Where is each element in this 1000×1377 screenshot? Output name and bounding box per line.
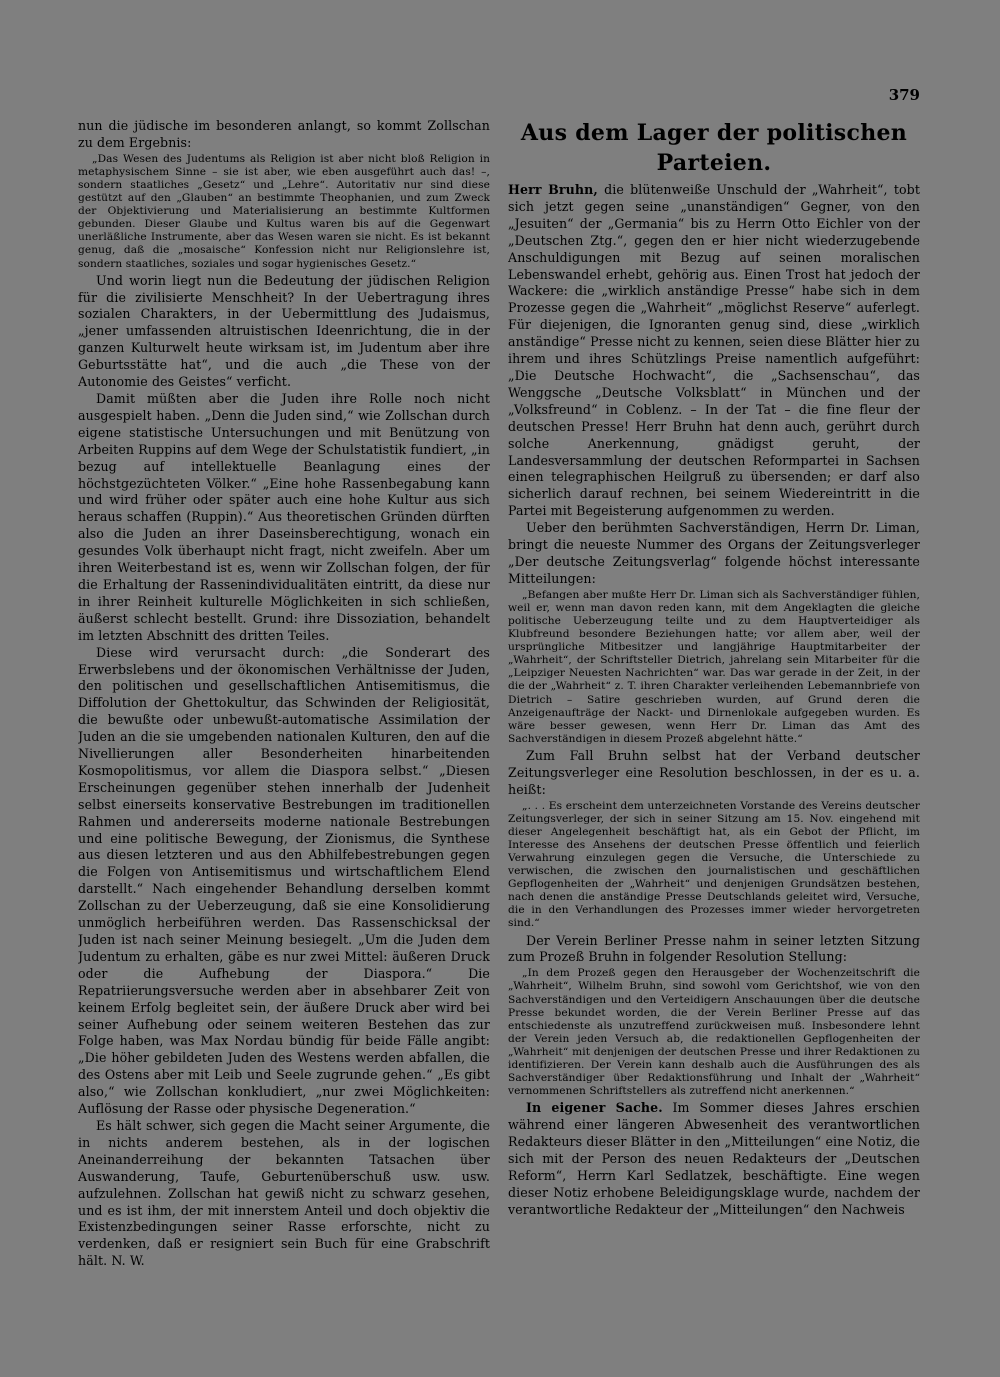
paragraph bbox=[78, 118, 490, 152]
paragraph-text: die blütenweiße Unschuld der „Wahrheit“, tobt sich jetzt gegen seine „unanständigen“ Gegner, von den „Jesuiten“ der „Germania“ bis zu Herrn Otto Eichler von der „Deutschen Ztg.“, gegen den er hier nicht wiederzugebende Anschuldigungen mit Bezug auf seinen moralischen Lebenswandel erhebt, gehörig aus. Einen Trost hat jedoch der Wackere: die „wirklich anständige Presse“ habe sich in dem Prozesse gegen die „Wahrheit“ „möglichst Reserve“ auferlegt. Für diejenigen, die Ignoranten genug sind, diese „wirklich anständige“ Presse nicht zu kennen, seien diese Blätter hier zu ihrem und ihres Schützlings Preise namentlich aufgeführt: „Die Deutsche Hochwacht“, die „Sachsenschau“, das Wenggsche „Deutsche Volksblatt“ in München und der „Volksfreund“ in Coblenz. – In der Tat – die fine fleur der deutschen Presse! Herr Bruhn hat denn auch, gerührt durch solche Anerkennung, gnädigst geruht, der Landesversammlung der deutschen Reformpartei in Sachsen einen telegraphischen Heilgruß zu übersenden; er darf also sicherlich darauf rechnen, bei seinem Wiedereintritt in die Partei mit Begeisterung aufgenommen zu werden. bbox=[508, 182, 920, 519]
paragraph bbox=[78, 645, 490, 1118]
paragraph bbox=[508, 933, 920, 967]
block-quote bbox=[78, 153, 490, 271]
paragraph bbox=[508, 748, 920, 799]
block-quote bbox=[508, 800, 920, 931]
paragraph-text: Diese wird verursacht durch: „die Sonderart des Erwerbslebens und der ökonomischen Verhältnisse der Juden, den politischen und gesellschaftlichen Antisemitismus, die Diffolution der Ghettokultur, das Schwinden der Religiosität, die bewußte oder unbewußt-automatische Assimilation der Juden an die sie umgebenden nationalen Kulturen, den auf die Nivellierungen aller Besonderheiten hinarbeitenden Kosmopolitismus, vor allem die Diaspora selbst.“ „Diesen Erscheinungen gegenüber stehen innerhalb der Judenheit selbst einerseits konservative Bestrebungen im traditionellen Rahmen und andererseits moderne nationale Bestrebungen und eine politische Bewegung, der Zionismus, die Synthese aus diesen letzteren und aus den Abhilfebestrebungen gegen die Folgen von Antisemitismus und wirtschaftlichem Elend darstellt.“ Nach eingehender Behandlung derselben kommt Zollschan zu der Ueberzeugung, daß sie eine Konsolidierung unmöglich herbeiführen werden. Das Rassenschicksal der Juden ist nach seiner Meinung besiegelt. „Um die Juden dem Judentum zu erhalten, gäbe es nur zwei Mittel: äußeren Druck oder die Aufhebung der Diaspora.“ Die Repatriierungsversuche werden aber in absehbarer Zeit von keinem Erfolg begleitet sein, der äußere Druck aber wird bei seiner Aufhebung oder seinem weiteren Bestehen das zur Folge haben, was Max Nordau bündig für beide Fälle angibt: „Die höher gebildeten Juden des Westens werden abfallen, die des Ostens aber mit Leib und Seele zugrunde gehen.“ „Es gibt also,“ wie Zollschan konkludiert, „nur zwei Möglichkeiten: Auflösung der Rasse oder physische Degeneration.“ bbox=[78, 644, 490, 1117]
paragraph-lead: Herr Bruhn, bbox=[508, 182, 598, 197]
paragraph bbox=[508, 520, 920, 588]
paragraph bbox=[78, 1118, 490, 1270]
paragraph bbox=[508, 182, 920, 520]
page-number: 379 bbox=[888, 86, 920, 104]
paragraph bbox=[78, 273, 490, 391]
paragraph bbox=[78, 391, 490, 645]
left-column bbox=[78, 118, 490, 1287]
paragraph-text: Und worin liegt nun die Bedeutung der jüdischen Religion für die zivilisierte Menschheit? In der Uebertragung ihres sozialen Charakters, in der Uebermittlung des Judaismus, „jener umfassenden altruistischen Ideenrichtung, die in der ganzen Kulturwelt heute wirksam ist, im Judentum aber ihre Geburtsstätte hat“, und die auch „die These von der Autonomie des Geistes“ verficht. bbox=[78, 272, 490, 390]
paragraph-text: Der Verein Berliner Presse nahm in seiner letzten Sitzung zum Prozeß Bruhn in folgender Resolution Stellung: bbox=[508, 932, 920, 965]
paragraph-text: „. . . Es erscheint dem unterzeichneten Vorstande des Vereins deutscher Zeitungsverleger, der sich in seiner Sitzung am 15. Nov. eingehend mit dieser Angelegenheit beschäftigt hat, als ein Gebot der Pflicht, im Interesse des Ansehens der deutschen Presse öffentlich und feierlich Verwahrung einzulegen gegen die Versuche, die Unterschiede zu verwischen, die zwischen den journalistischen und geschäftlichen Gepflogenheiten der „Wahrheit“ und denjenigen Grundsätzen bestehen, nach denen die anständige Presse Deutschlands geleitet wird, Versuche, die in den Verhandlungen des Prozesses immer wieder hervorgetreten sind.“ bbox=[508, 799, 920, 930]
section-title: Aus dem Lager der politischen Parteien. bbox=[520, 120, 908, 176]
paragraph-text: Im Sommer dieses Jahres erschien während einer längeren Abwesenheit des verantwortlichen Redakteurs dieser Blätter in den „Mitteilungen“ eine Notiz, die sich mit der Person des neuen Redakteurs der „Deutschen Reform“, Herrn Karl Sedlatzek, beschäftigte. Eine wegen dieser Notiz erhobene Beleidigungsklage wurde, nachdem der verantwortliche Redakteur der „Mitteilungen“ den Nachweis bbox=[508, 1100, 920, 1217]
block-quote bbox=[508, 967, 920, 1098]
paragraph-lead: In eigener Sache. bbox=[526, 1100, 663, 1116]
paragraph-text: Damit müßten aber die Juden ihre Rolle noch nicht ausgespielt haben. „Denn die Juden sind,“ wie Zollschan durch eigene statistische Untersuchungen und mit Benützung von Arbeiten Ruppins auf dem Wege der Schulstatistik fundiert, „in bezug auf intellektuelle Beanlagung eines der höchstgezüchteten Völker.“ „Eine hohe Rassenbegabung kann und wird früher oder später auch eine hohe Kultur aus sich heraus schaffen (Ruppin).“ Aus theoretischen Gründen dürften also die Juden an ihrer Daseinsberechtigung, wonach ein gesundes Volk überhaupt nicht fragt, nicht zweifeln. Aber um ihren Weiterbestand ist es, wenn wir Zollschan folgen, der für die Erhaltung der Rassenindividualitäten eintritt, da diese nur in ihrer Reinheit kulturelle Möglichkeiten in sich schließen, äußerst schlecht bestellt. Grund: ihre Dissoziation, behandelt im letzten Abschnitt des dritten Teiles. bbox=[78, 391, 490, 643]
paragraph-text: „Das Wesen des Judentums als Religion ist aber nicht bloß Religion in metaphysischem Sinne – sie ist aber, wie eben ausgeführt auch das! –, sondern staatliches „Gesetz“ und „Lehre“. Autoritativ nur sind diese gestützt auf den „Glauben“ an bestimmte Theophanien, und zum Zweck der Objektivierung und Materialisierung an bestimmte Kultformen gebunden. Dieser Glaube und Kultus waren bis auf die Gegenwart unerläßliche Instrumente, aber das Wesen waren sie nicht. Es ist bekannt genug, daß die „mosaische“ Konfession nicht nur Religionslehre ist, sondern staatliches, soziales und sogar hygienisches Gesetz.“ bbox=[78, 152, 490, 270]
paragraph-text: nun die jüdische im besonderen anlangt, so kommt Zollschan zu dem Ergebnis: bbox=[78, 118, 490, 150]
paragraph-text: Zum Fall Bruhn selbst hat der Verband deutscher Zeitungsverleger eine Resolution beschlossen, in der es u. a. heißt: bbox=[508, 747, 920, 797]
paragraph-text: Ueber den berühmten Sachverständigen, Herrn Dr. Liman, bringt die neueste Nummer des Organs der Zeitungsverleger „Der deutsche Zeitungsverlag“ folgende höchst interessante Mitteilungen: bbox=[508, 520, 920, 586]
paragraph-text: „In dem Prozeß gegen den Herausgeber der Wochenzeitschrift die „Wahrheit“, Wilhelm Bruhn, sind sowohl vom Gerichtshof, wie von den Sachverständigen und den Verteidigern Anschauungen über die deutsche Presse bekundet worden, die der Verein Berliner Presse auf das entschiedenste als unzutreffend zurückweisen muß. Insbesondere lehnt der Verein jeden Versuch ab, die redaktionellen Gepflogenheiten der „Wahrheit“ mit denjenigen der deutschen Presse und ihrer Redaktionen zu identifizieren. Der Verein kann deshalb auch die Ausführungen des als Sachverständiger über Redaktionsführung und Inhalt der „Wahrheit“ vernommenen Schriftstellers als zutreffend nicht anerkennen.“ bbox=[508, 967, 920, 1098]
paragraph bbox=[508, 1100, 920, 1218]
right-column bbox=[508, 118, 920, 1287]
paragraph-text: Es hält schwer, sich gegen die Macht seiner Argumente, die in nichts anderem bestehen, als in der logischen Aneinanderreihung der bekannten Tatsachen über Auswanderung, Taufe, Geburtenüberschuß usw. usw. aufzulehnen. Zollschan hat gewiß nicht zu schwarz gesehen, und es ist ihm, der mit innerstem Anteil und doch objektiv die Existenzbedingungen seiner Rasse erforschte, nicht zu verdenken, daß er resigniert sein Buch für eine Grabschrift hält. N. W. bbox=[78, 1117, 490, 1269]
block-quote bbox=[508, 589, 920, 746]
paragraph-text: „Befangen aber mußte Herr Dr. Liman sich als Sachverständiger fühlen, weil er, wenn man davon reden kann, mit dem Angeklagten die gleiche politische Ueberzeugung teilte und zu dem Hauptverteidiger als Klubfreund besondere Beziehungen hatte; vor allem aber, weil der ursprüngliche Mitbesitzer und langjährige Hauptmitarbeiter der „Wahrheit“, der Schriftsteller Dietrich, jahrelang sein Mitarbeiter für die „Leipziger Neuesten Nachrichten“ war. Das war gerade in der Zeit, in der die der „Wahrheit“ z. T. ihren Charakter verleihenden Lebemannbriefe von Dietrich – Satire geschrieben wurden, auf Grund deren die Anzeigenaufträge der Nackt- und Dirnenlokale aufgegeben wurden. Es wäre besser gewesen, wenn Herr Dr. Liman das Amt des Sachverständigen in diesem Prozeß abgelehnt hätte.“ bbox=[508, 588, 920, 745]
right-column-body bbox=[508, 182, 920, 1219]
